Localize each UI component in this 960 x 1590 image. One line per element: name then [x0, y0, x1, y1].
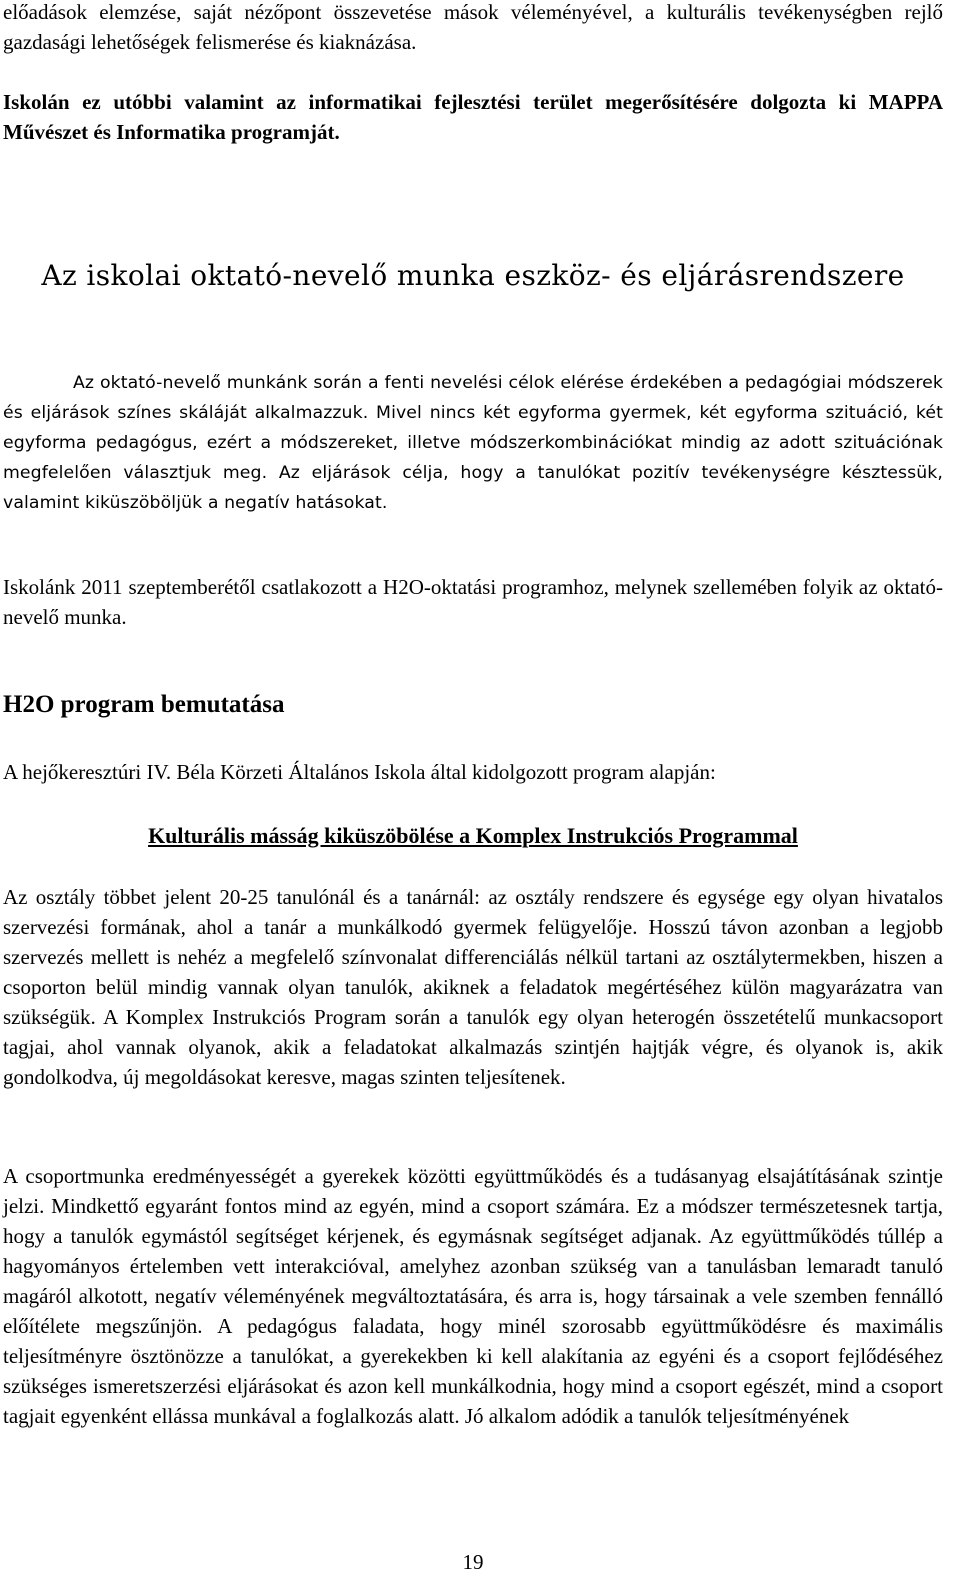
section-heading-tools-and-methods: Az iskolai oktató-nevelő munka eszköz- és eljárásrendszere [41, 259, 905, 292]
paragraph-mappa-program: Iskolán ez utóbbi valamint az informatikai fejlesztési terület megerősítésére dolgozta ki MAPPA Művészet és Informatika programját. [3, 90, 943, 144]
paragraph-pedagogical-methods: Az oktató-nevelő munkánk során a fenti nevelési célok elérése érdekében a pedagógiai módszerek és eljárások színes skáláját alkalmazzuk. Mivel nincs két egyforma gyermek, két egyforma szituáció, két egyforma pedagógus, ezért a módszereket, illetve módszerkombinációkat mindig az adott szituációnak megfelelően választjuk meg. Az eljárások célja, hogy a tanulókat pozitív tevékenységre késztessük, valamint kiküszöböljük a negatív hatásokat. [3, 373, 943, 513]
paragraph-group-work: A csoportmunka eredményességét a gyerekek közötti együttműködés és a tudásanyag elsajátításának szintje jelzi. Mindkettő egyaránt fontos mind az egyén, mind a csoport számára. Ez a módszer természetesnek tartja, hogy a tanulók egymástól segítséget kérjenek, és egymásnak segítséget adjanak. Az együttműködés túllép a hagyományos értelemben vett interakcióval, amelyhez azonban szükség van a tanulásban lemaradt tanuló magáról alkotott, negatív véleményének megváltoztatására, és arra is, hogy társainak a vele szemben fennálló előítélete megszűnjön. A pedagógus faladata, hogy minél szorosabb együttműködésre és maximális teljesítményre ösztönözze a tanulókat, a gyerekekben ki kell alakítania az egyéni és a csoport fejlődéséhez szükséges ismeretszerzési eljárásokat és azon kell munkálkodnia, hogy mind a csoport egészét, mind a csoport tagjait egyenként ellássa munkával a foglalkozás alatt. Jó alkalom adódik a tanulók teljesítményének [3, 1164, 943, 1428]
section-heading-complex-instruction: Kulturális másság kiküszöbölése a Komplex Instrukciós Programmal [148, 823, 798, 848]
paragraph-h2o-joining: Iskolánk 2011 szeptemberétől csatlakozott a H2O-oktatási programhoz, melynek szellemében folyik az oktató-nevelő munka. [3, 575, 943, 629]
page-number: 19 [462, 1550, 484, 1574]
paragraph-program-source: A hejőkeresztúri IV. Béla Körzeti Általános Iskola által kidolgozott program alapján: [3, 760, 716, 784]
section-heading-h2o-program: H2O program bemutatása [3, 691, 285, 718]
paragraph-cultural-activities: előadások elemzése, saját nézőpont összevetése mások véleményével, a kulturális tevékenységben rejlő gazdasági lehetőségek felismerése és kiaknázása. [3, 0, 943, 54]
paragraph-class-organization: Az osztály többet jelent 20-25 tanulónál és a tanárnál: az osztály rendszere és egysége egy olyan hivatalos szervezési formának, ahol a tanár a munkálkodó gyermek felügyelője. Hosszú távon azonban a legjobb szervezés mellett is nehéz a megfelelő színvonalat differenciálás nélkül tartani az osztálytermekben, hiszen a csoporton belül mindig vannak olyan tanulók, akiknek a feladatok megértéséhez külön magyarázatra van szükségük. A Komplex Instrukciós Program során a tanulók egy olyan heterogén összetételű munkacsoport tagjai, ahol vannak olyanok, akik a feladatokat alkalmazás szintjén hajtják végre, és olyanok is, akik gondolkodva, új megoldásokat keresve, magas szinten teljesítenek. [3, 885, 943, 1089]
